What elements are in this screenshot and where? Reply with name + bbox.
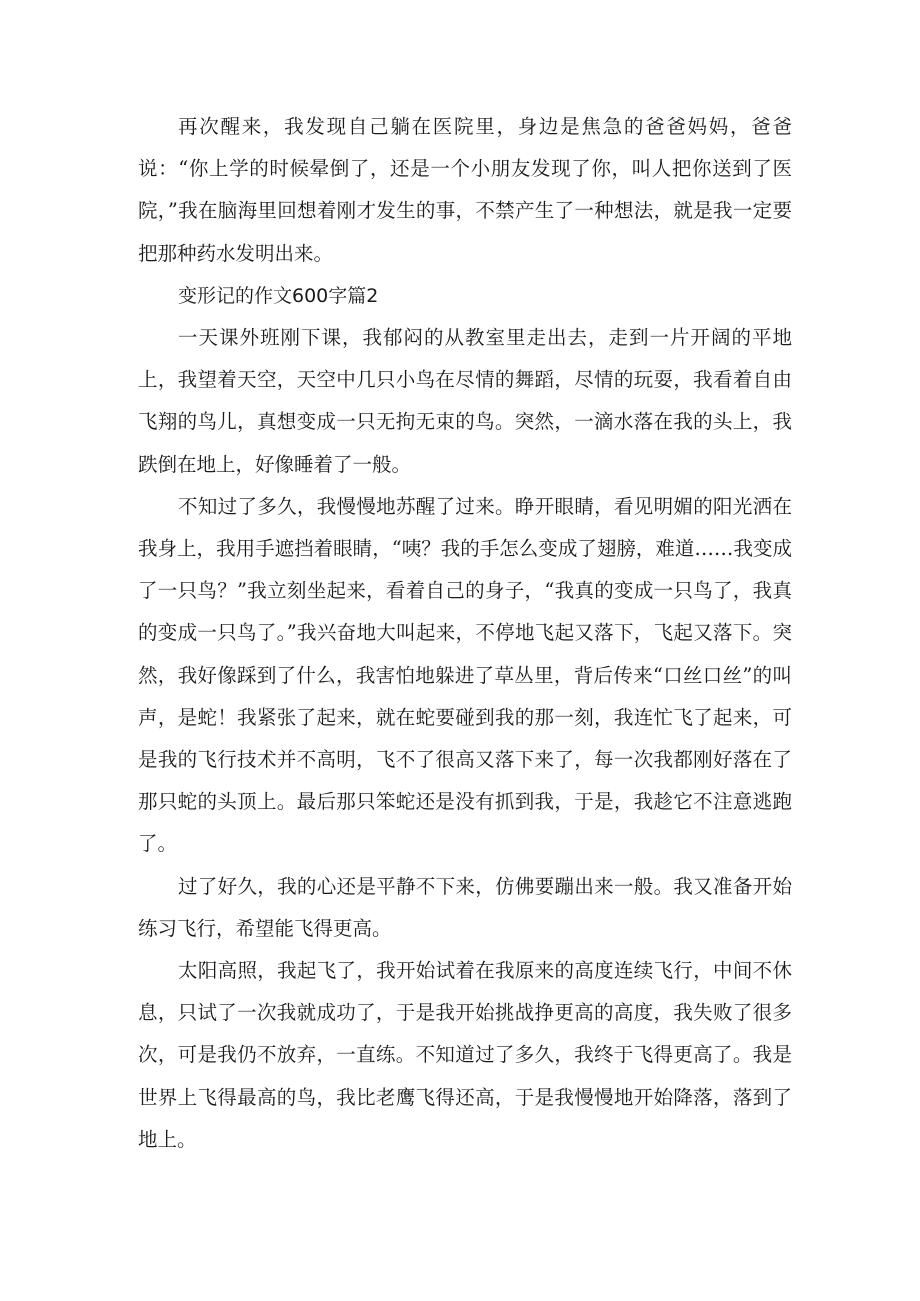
document-body: [138, 106, 792, 1161]
paragraph-practice-flying: 过了好久，我的心还是平静不下来，仿佛要蹦出来一般。我又准备开始练习飞行，希望能飞得更高。: [138, 874, 792, 940]
paragraph-waking-in-hospital: 再次醒来，我发现自己躺在医院里，身边是焦急的爸爸妈妈，爸爸说：“你上学的时候晕倒了，还是一个小朋友发现了你，叫人把你送到了医院，”我在脑海里回想着刚才发生的事，不禁产生了一种想法，就是我一定要把那种药水发明出来。: [138, 115, 792, 265]
paragraph-fly-higher: 太阳高照，我起飞了，我开始试着在我原来的高度连续飞行，中间不休息，只试了一次我就成功了，于是我开始挑战挣更高的高度，我失败了很多次，可是我仍不放弃，一直练。不知道过了多久，我终于飞得更高了。我是世界上飞得最高的鸟，我比老鹰飞得还高，于是我慢慢地开始降落，落到了地上。: [138, 959, 792, 1151]
section-heading: 变形记的作文600字篇2: [178, 284, 379, 307]
paragraph-after-class: 一天课外班刚下课，我郁闷的从教室里走出去，走到一片开阔的平地上，我望着天空，天空中几只小鸟在尽情的舞蹈，尽情的玩耍，我看着自由飞翔的鸟儿，真想变成一只无拘无束的鸟。突然，一滴水落在我的头上，我跌倒在地上，好像睡着了一般。: [138, 326, 792, 476]
paragraph-became-bird: 不知过了多久，我慢慢地苏醒了过来。睁开眼睛，看见明媚的阳光洒在我身上，我用手遮挡着眼睛，“咦？我的手怎么变成了翅膀，难道……我变成了一只鸟？”我立刻坐起来，看着自己的身子，“我真的变成一只鸟了，我真的变成一只鸟了。”我兴奋地大叫起来，不停地飞起又落下，飞起又落下。突然，我好像踩到了什么，我害怕地躲进了草丛里，背后传来“口丝口丝”的叫声，是蛇！我紧张了起来，就在蛇要碰到我的那一刻，我连忙飞了起来，可是我的飞行技术并不高明，飞不了很高又落下来了，每一次我都刚好落在了那只蛇的头顶上。最后那只笨蛇还是没有抓到我，于是，我趁它不注意逃跑了。: [138, 494, 792, 856]
